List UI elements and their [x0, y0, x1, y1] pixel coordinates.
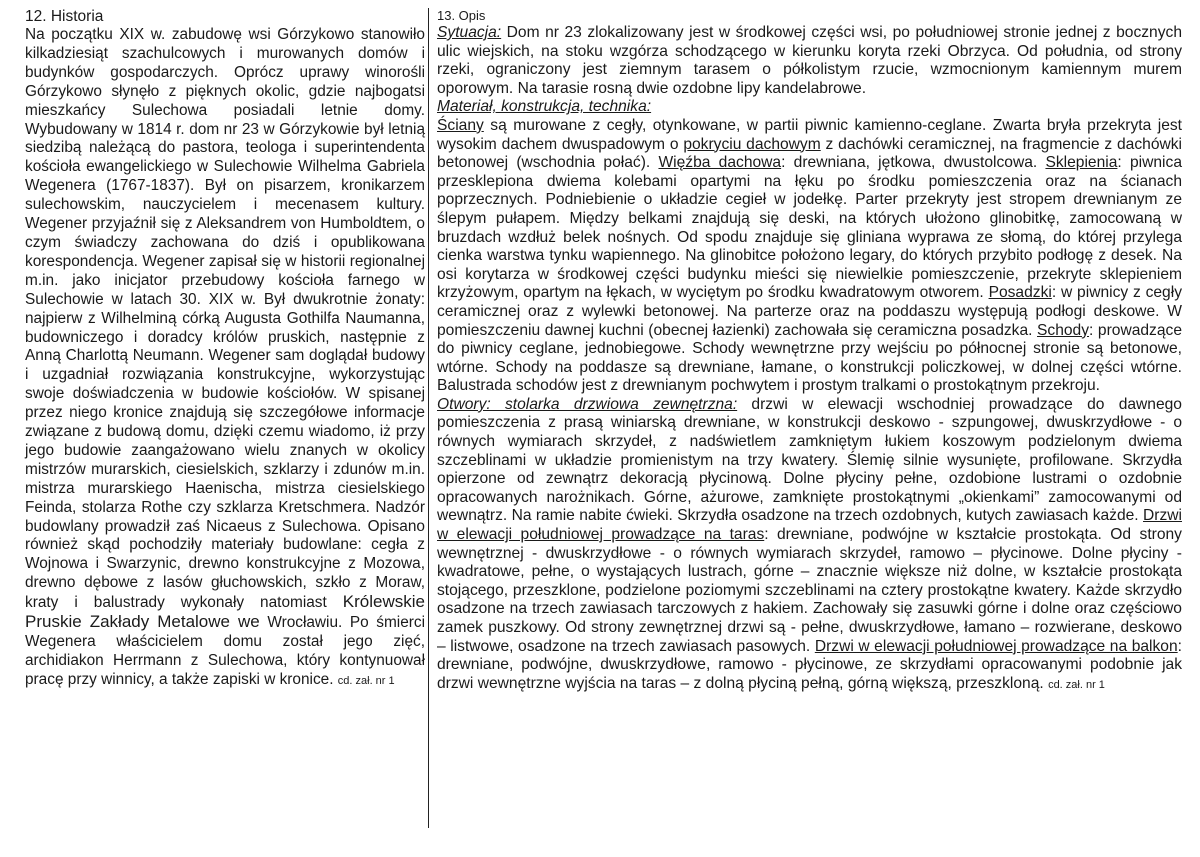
walls-text: są murowane z cegły, otynkowane, w partii piwnic kamienno-ceglane. Zwarta bryła przekryta jest wysokim dachem dwuspadowym o: [437, 116, 1182, 153]
floors-label: Posadzki: [988, 284, 1052, 302]
history-column: [25, 8, 425, 691]
history-paragraph-end: Wrocławiu. Po śmierci Wegenera właścicielem domu został jego zięć, archidiakon Herrmann z Sulechowa, który kontynuował pracę przy winnicy, a także zapiski w kronice.: [25, 614, 425, 688]
stairs-label: Schody: [1037, 321, 1090, 339]
truss-text: : drewniana, jętkowa, dwustolcowa.: [781, 154, 1046, 172]
situation-text: Dom nr 23 zlokalizowany jest w środkowej części wsi, po południowej stronie jednej z bocznych ulic wiejskich, na stoku wzgórza schodzącego w kierunku koryta rzeki Obrzyca. Od południa, od strony rzeki, ograniczony jest ziemnym tarasem o półkolistym rzucie, wzmocnionym kamiennym murem oporowym. Na tarasie rosną dwie ozdobne lipy kandelabrowe.: [437, 24, 1182, 97]
material-heading-line: [437, 98, 1182, 117]
situation-paragraph: [437, 24, 1182, 98]
roofing-text: z dachówki ceramicznej, na fragmencie z dachówki betonowej (wschodnia połać).: [437, 135, 1183, 172]
roofing-label: pokryciu dachowym: [683, 135, 821, 153]
vaults-text: : piwnica przesklepiona dwiema kolebami opartymi na łęku po środku pomieszczenia oraz na ścianach poprzecznych. Podniebienie o układzie cegieł w jodełkę. Parter przekryty jest stropem drewnianym ze ślepym pułapem. Między belkami znajdują się deski, na których ułożono glinobitkę, zamocowaną w bruzdach wzdłuż belek nośnych. Od spodu znajduje się gliniana wyprawa ze słomą, do której przylega cienka warstwa tynku wapiennego. Na glinobitce położono legary, do których przybito podłogę z desek. Na osi korytarza w środkowej części budynku mieści się niewielkie pomieszczenie, przekryte sklepieniem krzyżowym, opartym na łękach, w wyciętym po środku kwadratowym otworem.: [437, 154, 1182, 302]
history-paragraph: Na początku XIX w. zabudowę wsi Górzykowo stanowiło kilkadziesiąt szachulcowych i murowanych domów i budynków gospodarczych. Oprócz uprawy winorośli Górzykowo słynęło z pięknych okolic, gdzie najbogatsi mieszkańcy Sulechowa posiadali letnie domy. Wybudowany w 1814 r. dom nr 23 w Górzykowie był letnią siedzibą należącą do pastora, teologa i superintendenta kościoła ewangelickiego w Sulechowie Wilhelma Gabriela Wegenera (1767-1837). Był on pisarzem, kronikarzem sulechowskim, nauczycielem i mecenasem kultury. Wegener przyjaźnił się z Aleksandrem von Humboldtem, o czym świadczy zachowana do dziś i opublikowana korespondencja. Wegener zapisał się w historii regionalnej m.in. jako inicjator przebudowy kościoła farnego w Sulechowie w latach 30. XIX w. Był dwukrotnie żonaty: najpierw z Wilhelminą córką Augusta Gothilfa Naumanna, budowniczego i doradcy królów pruskich, następnie z Anną Charlottą Neumann. Wegener sam doglądał budowy i uzgadniał rozwiązania konstrukcyjne, wykorzystując swoje doświadczenia w budowie kościołów. W spisanej przez niego kronice znajdują się szczegółowe informacje związane z budową domu, dzięki czemu wiadomo, iż przy jego budowie zaangażowano wielu znanych w okolicy mistrzów murarskich, ciesielskich, szklarzy i zdunów m.in. mistrza murarskiego Haenischa, mistrza ciesielskiego Feinda, stolarza Rothe czy szklarza Kretschmera. Nadzór budowlany prowadził zaś Nicaeus z Sulechowa. Opisano również skąd pochodziły materiały budowlane: cegła z Wojnowa i Swarzynic, drewno konstrukcyjne z Mozowa, drewno dębowe z lasów głuchowskich, szkło z Moraw, kraty i balustrady wykonały natomiast: [25, 26, 425, 612]
openings-paragraph: [437, 396, 1182, 695]
column-divider: [428, 8, 429, 828]
balcony-door-label: Drzwi w elewacji południowej prowadzące na balkon: [814, 637, 1178, 655]
structure-paragraph: [437, 117, 1182, 396]
description-heading: 13. Opis: [437, 8, 486, 23]
situation-label: Sytuacja:: [437, 24, 502, 41]
terrace-door-text: : drewniane, podwójne w kształcie prostokąta. Od strony wewnętrznej - dwuskrzydłowe - o równych wymiarach skrzydeł, ramowo – płycinowe. Dolne płyciny - kwadratowe, pełne, o wystających lustrach, górne – znacznie większe niż dolne, w kształcie prostokąta stojącego, przeszklone, podzielone poziomymi szczeblinami na cztery prostokątne kwatery. Każde skrzydło osadzone na trzech zawiasach tarczowych z hakiem. Zachowały się zasuwki górne i dolne oraz częściowo zamek puszkowy. Od strony zewnętrznej drzwi są - pełne, dwuskrzydłowe, łamano – rozwierane, deskowo – listwowe, osadzone na trzech zawiasach pasowych.: [437, 526, 1182, 655]
walls-label: Ściany: [437, 116, 484, 134]
openings-label: Otwory: stolarka drzwiowa zewnętrzna:: [437, 395, 738, 413]
openings-text: drzwi w elewacji wschodniej prowadzące do dawnego pomieszczenia z prasą winiarską drewniane, w konstrukcji deskowo - szpungowej, dwuskrzydłowe - o równych wymiarach skrzydeł, z nadświetlem zamkniętym łukiem koszowym podzielonym dwiema szczeblinami w układzie promienistym na trzy kwatery. Ślemię silnie wysunięte, profilowane. Skrzydła opierzone od zewnątrz dekoracją płycinową. Dolne płyciny pełne, ozdobione lustrami o ozdobnie opracowanych narożnikach. Górne, ażurowe, zamknięte prostokątnymi „okienkami” zamocowanymi od wewnątrz. Na ramie nabite ćwieki. Skrzydła osadzone na trzech ozdobnych, kutych zawiasach każde.: [437, 395, 1182, 525]
terrace-door-label: Drzwi w elewacji południowej prowadzące na taras: [437, 507, 1182, 544]
vaults-label: Sklepienia: [1045, 154, 1118, 172]
material-label: Materiał, konstrukcja, technika:: [437, 98, 652, 116]
floors-text: : w piwnicy z cegły ceramicznej oraz z wylewki betonowej. Na parterze oraz na poddaszu występują podłogi deskowe. W pomieszczeniu dawnej kuchni (obecnej łazienki) zachowała się ceramiczna posadzka.: [437, 284, 1182, 339]
balcony-door-text: : drewniane, podwójne, dwuskrzydłowe, ramowo - płycinowe, ze skrzydłami opracowanymi podobnie jak drzwi wewnętrzne wyjścia na taras – z dolną płyciną pełną, górną większą, przeszkloną.: [437, 637, 1182, 692]
history-continuation-note: cd. zał. nr 1: [337, 674, 395, 687]
description-continuation-note: cd. zał. nr 1: [1048, 678, 1105, 691]
description-column: [437, 8, 1182, 694]
truss-label: Więźba dachowa: [658, 154, 782, 172]
history-heading: 12. Historia: [25, 8, 104, 25]
history-text: [25, 26, 425, 691]
history-highlight: Królewskie Pruskie Zakłady Metalowe we: [25, 592, 425, 632]
stairs-text: : prowadzące do piwnicy ceglane, jednobiegowe. Schody wewnętrzne przy wejściu po północnej stronie są betonowe, wtórne. Schody na poddasze są drewniane, łamane, o konstrukcji policzkowej, w dolnej części wtórne. Balustrada schodów jest z drewnianym pochwytem i prostym tralkami o prostokątnym przekroju.: [437, 321, 1182, 395]
